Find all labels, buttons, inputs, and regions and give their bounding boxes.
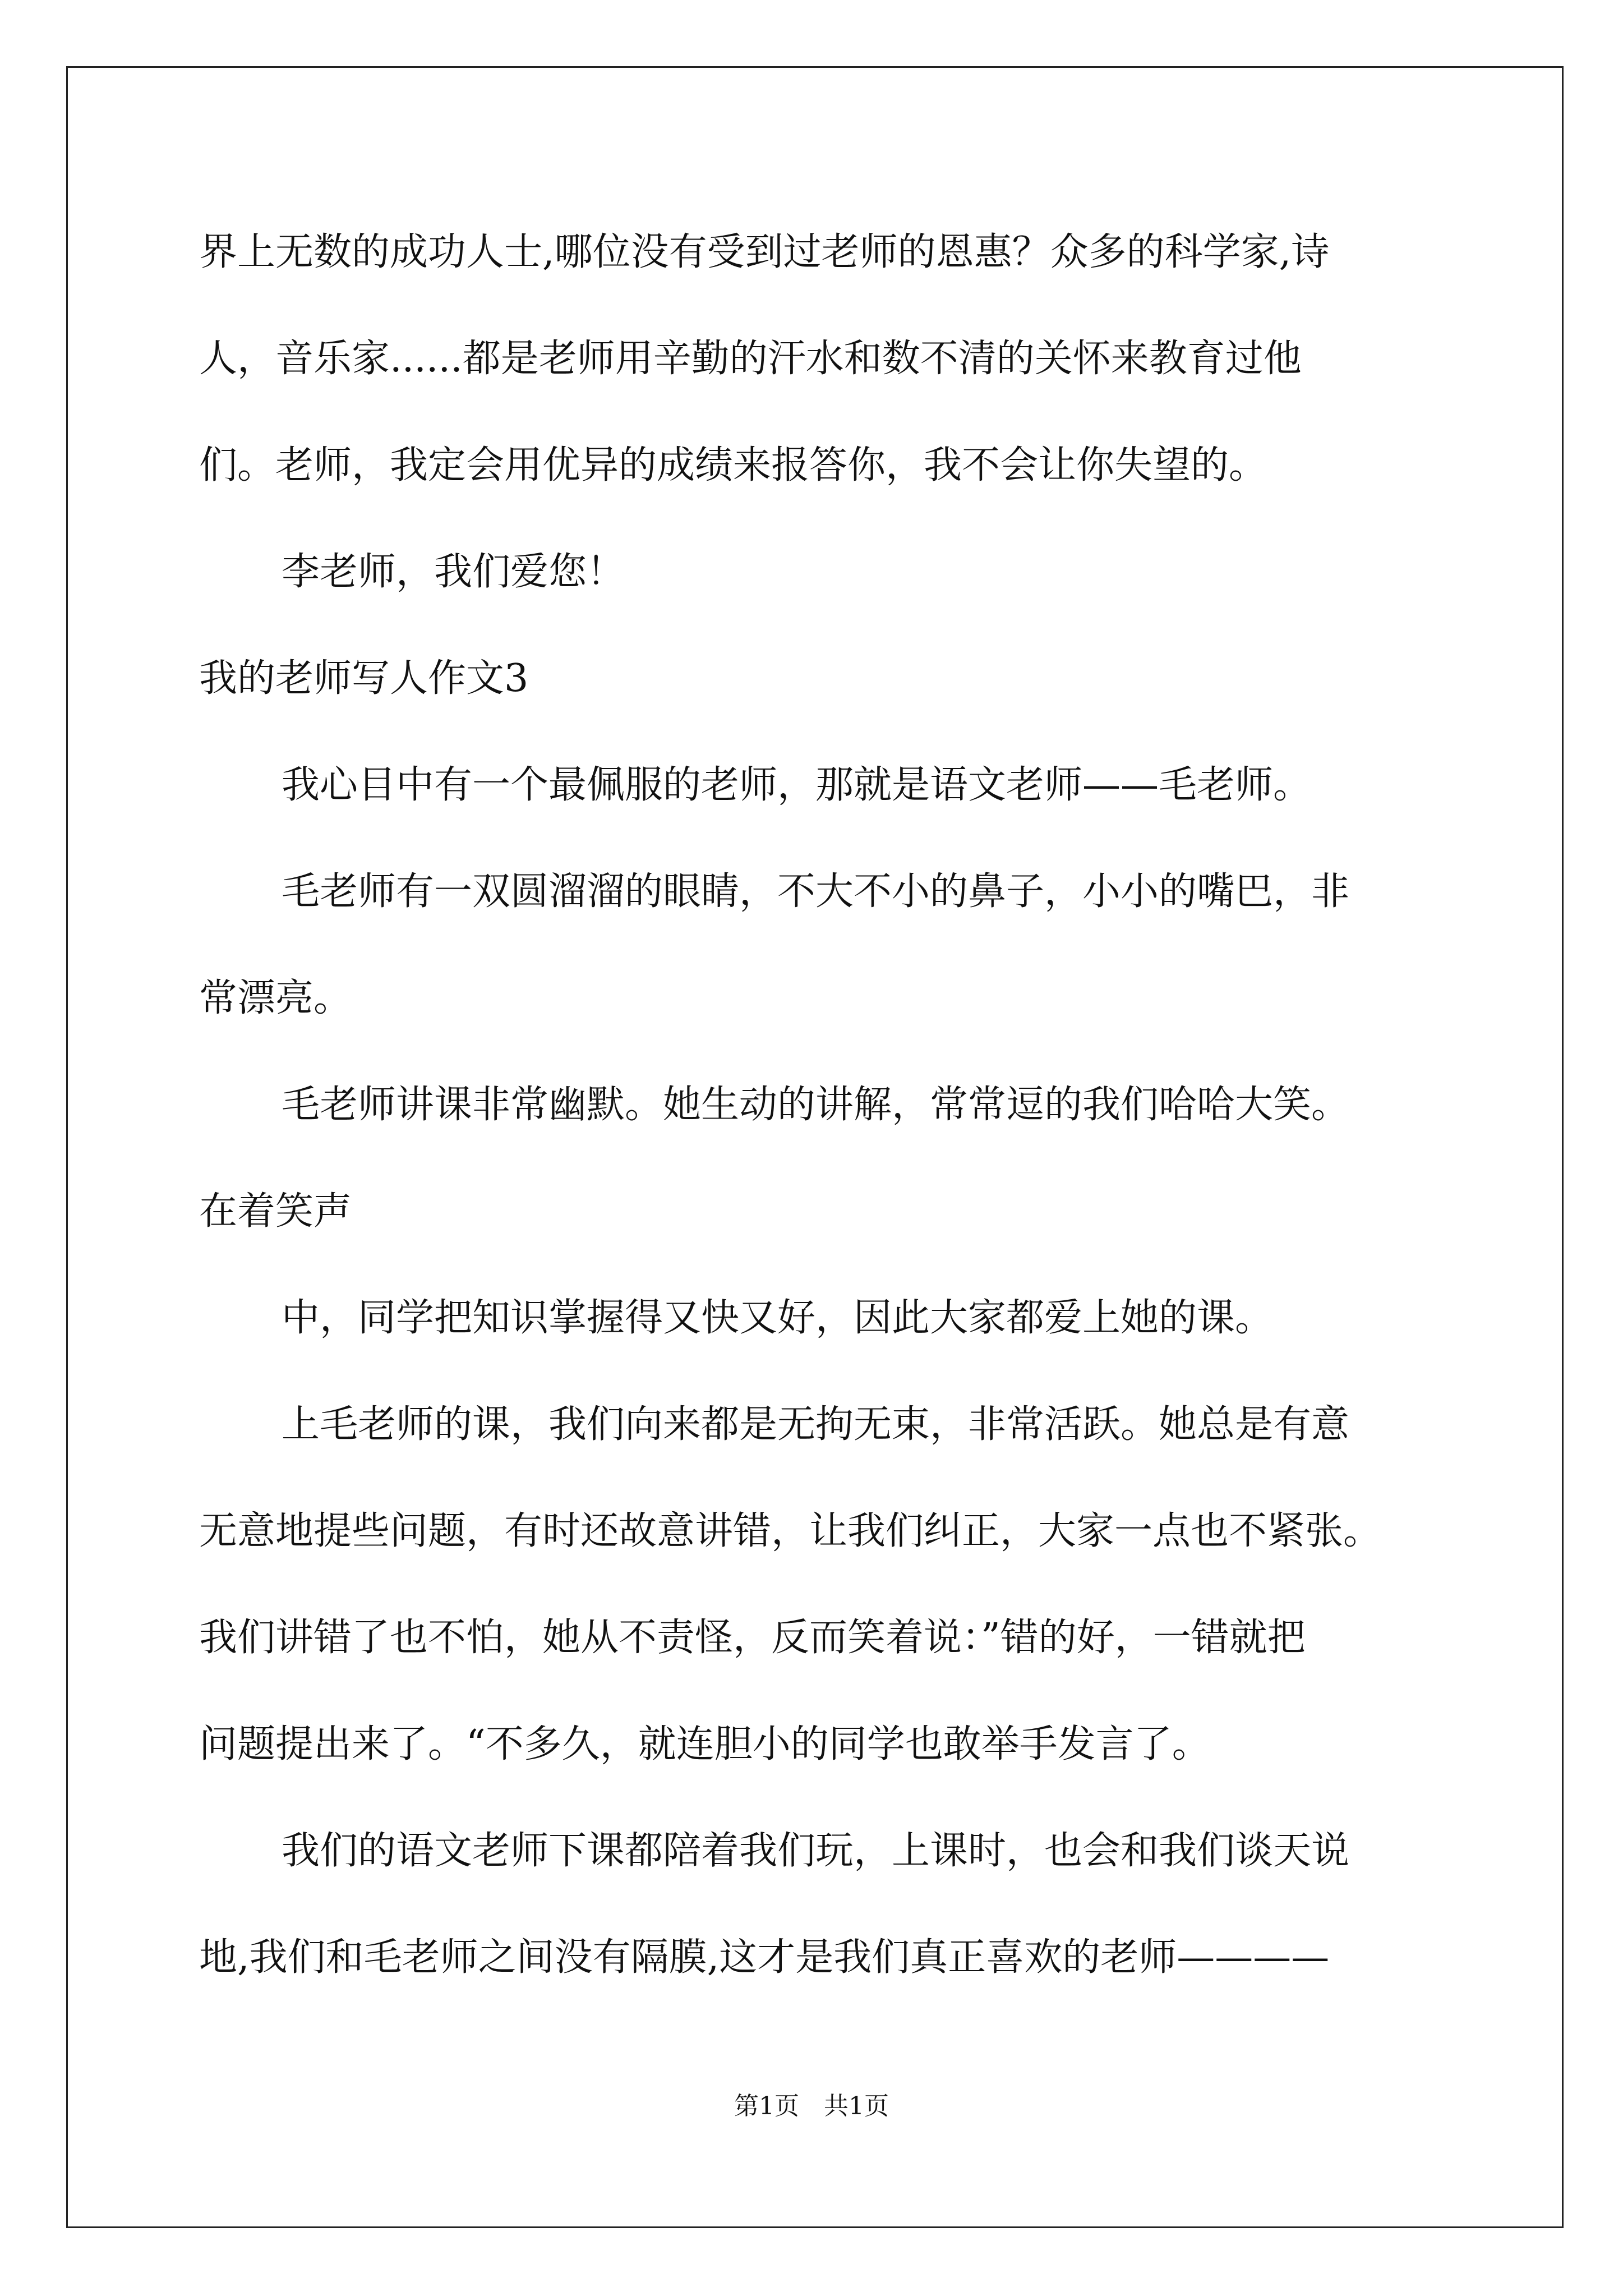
text-line: 们。老师，我定会用优异的成绩来报答你，我不会让你失望的。	[199, 443, 1267, 487]
text-line: 无意地提些问题，有时还故意讲错，让我们纠正，大家一点也不紧张。	[199, 1509, 1382, 1553]
text-line: 我们讲错了也不怕，她从不责怪，反而笑着说：”错的好，一错就把	[199, 1616, 1306, 1660]
section-heading: 我的老师写人作文3	[199, 656, 529, 701]
text-line: 常漂亮。	[199, 976, 352, 1020]
text-line: 人，音乐家......都是老师用辛勤的汗水和数不清的关怀来教育过他	[199, 337, 1302, 381]
text-line: 中，同学把知识掌握得又快又好，因此大家都爱上她的课。	[282, 1296, 1274, 1340]
text-line: 毛老师有一双圆溜溜的眼睛，不大不小的鼻子，小小的嘴巴，非	[282, 869, 1350, 914]
text-line: 毛老师讲课非常幽默。她生动的讲解，常常逗的我们哈哈大笑。	[282, 1083, 1350, 1127]
text-line: 在着笑声	[199, 1189, 352, 1234]
text-line: 李老师，我们爱您！	[282, 550, 625, 594]
page-border	[66, 66, 1564, 2228]
text-line: 地,我们和毛老师之间没有隔膜,这才是我们真正喜欢的老师————	[199, 1935, 1330, 1980]
text-line: 问题提出来了。“不多久，就连胆小的同学也敢举手发言了。	[199, 1722, 1210, 1766]
text-line: 上毛老师的课，我们向来都是无拘无束，非常活跃。她总是有意	[282, 1402, 1350, 1447]
text-line: 我们的语文老师下课都陪着我们玩，上课时，也会和我们谈天说	[282, 1829, 1350, 1873]
text-line: 界上无数的成功人士,哪位没有受到过老师的恩惠？众多的科学家,诗	[199, 230, 1330, 274]
page-number: 第1页 共1页	[734, 2092, 889, 2120]
text-line: 我心目中有一个最佩服的老师，那就是语文老师——毛老师。	[282, 763, 1312, 807]
